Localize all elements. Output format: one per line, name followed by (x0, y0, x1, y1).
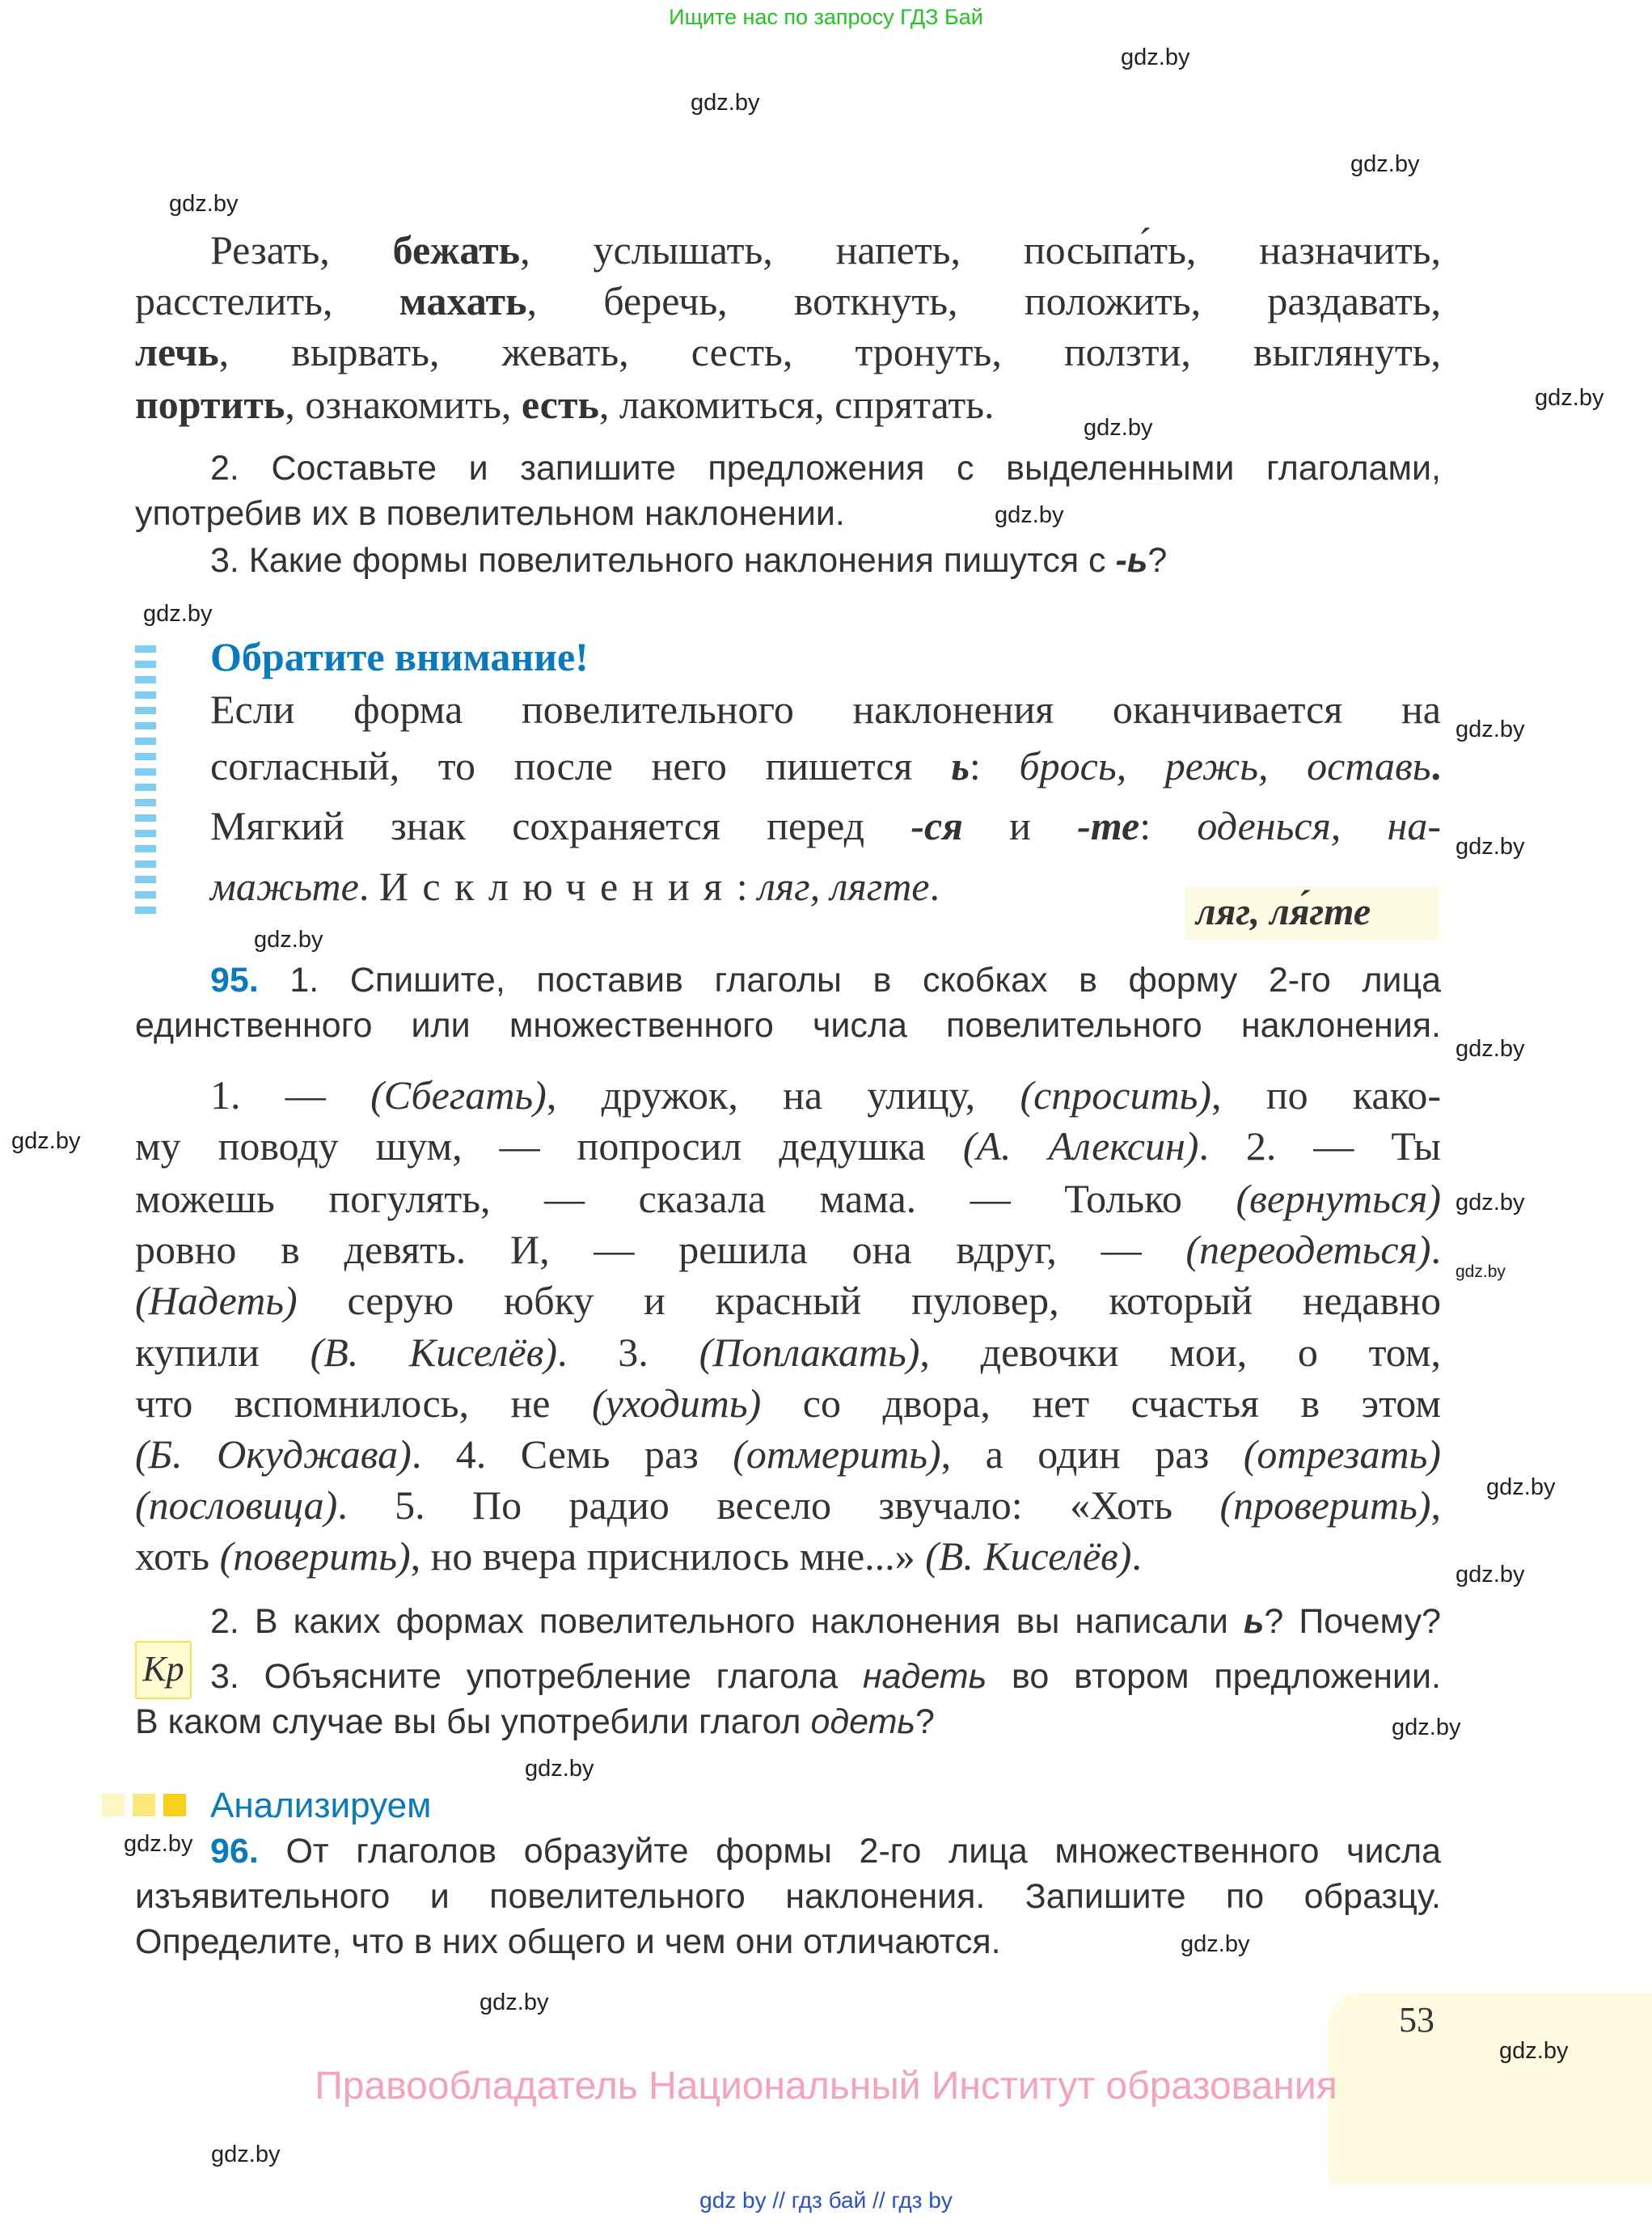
text-segment: брось, режь, оставь (1019, 743, 1431, 789)
text-segment: единственного или множественного числа повелительного наклонения. (135, 1006, 1441, 1045)
text-line (135, 1481, 1441, 1529)
text-segment: (Сбегать) (370, 1072, 547, 1118)
exercise-number: 96. (210, 1832, 259, 1871)
text-segment: : (969, 743, 1020, 789)
text-segment: употребив их в повелительном наклонении. (135, 494, 845, 533)
watermark: gdz.by (1456, 1190, 1525, 1216)
text-segment: (проверить) (1219, 1482, 1431, 1528)
text-segment: . 4. Семь раз (411, 1431, 733, 1477)
kp-icon: Кр (135, 1641, 192, 1699)
text-segment: мажьте (210, 864, 359, 909)
text-line (135, 1328, 1441, 1376)
text-segment: , лакомиться, спрятать. (598, 382, 995, 427)
text-segment: , вырвать, жевать, сесть, тронуть, ползти, выглянуть, (218, 329, 1441, 374)
watermark: gdz.by (11, 1128, 81, 1154)
watermark: gdz.by (1535, 385, 1604, 411)
text-line (135, 1430, 1441, 1478)
task-line (210, 1831, 1441, 1871)
watermark: gdz.by (1486, 1474, 1556, 1500)
text-line (135, 380, 1441, 429)
task-line (210, 448, 1441, 488)
text-segment: купили (135, 1330, 311, 1375)
watermark: gdz.by (143, 601, 213, 627)
text-segment: : (736, 864, 758, 909)
text-segment: одеть (810, 1702, 916, 1741)
text-segment: (уходить) (591, 1380, 762, 1426)
text-segment: -ь (1115, 541, 1148, 580)
footer-links[interactable]: gdz by // гдз бай // гдз by (699, 2188, 953, 2213)
watermark: gdz.by (1456, 717, 1525, 742)
text-segment: (пословица) (135, 1482, 338, 1528)
text-segment: , по како- (1211, 1072, 1442, 1118)
square-icon (133, 1794, 155, 1816)
text-segment: ? (915, 1702, 935, 1741)
text-segment: (поверить) (219, 1533, 411, 1579)
watermark: gdz.by (691, 90, 760, 116)
text-segment: (В. Киселёв) (310, 1330, 558, 1375)
text-segment: 1. — (210, 1072, 371, 1118)
text-segment: бежать (392, 227, 521, 273)
text-segment: (Надеть) (135, 1278, 298, 1323)
text-segment: 1. Спишите, поставив глаголы в скобках в форму 2-го лица (258, 961, 1441, 1000)
margin-note-text: ляг, ля́гте (1196, 890, 1371, 933)
task-line (210, 540, 1441, 581)
watermark: gdz.by (1181, 1931, 1250, 1957)
text-segment: изъявительного и повелительного наклонения. Запишите по образцу. (135, 1877, 1441, 1916)
note-heading: Обратите внимание! (210, 634, 589, 679)
text-segment: ь (1243, 1602, 1265, 1641)
text-segment: серую юбку и красный пуловер, который недавно (297, 1278, 1441, 1323)
square-icon (163, 1794, 186, 1816)
text-segment: (отмерить) (733, 1431, 941, 1477)
note-marker-bar (135, 645, 156, 916)
text-segment: ? Почему? (1264, 1602, 1442, 1641)
text-segment: , девочки мои, о том, (919, 1330, 1441, 1375)
text-segment: -те (1077, 803, 1140, 848)
text-segment: расстелить, (135, 278, 399, 323)
rights-holder: Правообладатель Национальный Институт образования (315, 2065, 1337, 2108)
text-segment: Определите, что в них общего и чем они отличаются. (135, 1922, 1001, 1961)
text-segment: ь (951, 743, 970, 789)
text-segment: , ознакомить, (285, 382, 522, 427)
watermark: gdz.by (1350, 151, 1420, 177)
text-segment: портить (135, 382, 285, 427)
text-segment: : (1139, 803, 1198, 848)
text-segment: 2. В каких формах повелительного наклонения вы написали (210, 1602, 1244, 1641)
margin-note (1185, 886, 1439, 940)
text-segment: 3. Объясните употребление глагола (210, 1657, 863, 1696)
text-segment: . (358, 864, 379, 909)
text-segment: (Б. Окуджава) (135, 1431, 412, 1477)
text-line (135, 1532, 1441, 1580)
watermark: gdz.by (1456, 1562, 1525, 1588)
text-segment: Резать, (210, 227, 393, 273)
text-segment: . (1430, 743, 1441, 789)
text-segment: (вернуться) (1236, 1176, 1441, 1221)
text-segment: , а один раз (940, 1431, 1244, 1477)
question-line (210, 1656, 1441, 1697)
text-segment: во втором предложении. (987, 1657, 1442, 1696)
watermark: gdz.by (169, 191, 239, 217)
watermark: gdz.by (1392, 1715, 1461, 1740)
text-segment: согласный, то после него пишется (210, 743, 952, 789)
search-banner: Ищите нас по запросу ГДЗ Бай (669, 5, 983, 29)
text-segment: оденься, на- (1197, 803, 1441, 848)
text-line (135, 1379, 1441, 1427)
square-icon (102, 1794, 125, 1816)
text-segment: . 3. (557, 1330, 699, 1375)
text-segment: , дружок, на улицу, (546, 1072, 1020, 1118)
text-line (135, 277, 1441, 325)
task-line (210, 960, 1441, 1000)
text-segment: Исключения (378, 864, 737, 909)
text-line (135, 1122, 1441, 1170)
text-segment: что вспомнилось, не (135, 1380, 592, 1426)
section-marker-squares (102, 1794, 194, 1820)
rule-line (210, 742, 1441, 790)
watermark: gdz.by (124, 1831, 193, 1857)
text-line (135, 1174, 1441, 1223)
text-line (210, 1071, 1441, 1119)
watermark: gdz.by (1456, 834, 1525, 860)
text-segment: (А. Алексин) (962, 1123, 1199, 1169)
text-line (135, 1276, 1441, 1325)
text-segment: и (962, 803, 1078, 848)
text-segment: , но вчера приснилось мне...» (410, 1533, 926, 1579)
text-line (135, 1225, 1441, 1274)
text-segment: . (1430, 1227, 1441, 1272)
text-segment: можешь погулять, — сказала мама. — Только (135, 1176, 1236, 1221)
text-segment: . 2. — Ты (1198, 1123, 1442, 1169)
text-segment: (спросить) (1020, 1072, 1212, 1118)
text-segment: хоть (135, 1533, 220, 1579)
text-segment: , беречь, воткнуть, положить, раздавать, (526, 278, 1442, 323)
text-segment: му поводу шум, — попросил дедушка (135, 1123, 963, 1169)
rule-line (210, 685, 1441, 734)
watermark: gdz.by (1456, 1262, 1506, 1281)
watermark: gdz.by (211, 2142, 281, 2167)
section-title: Анализируем (210, 1786, 432, 1825)
text-segment: (переодеться) (1185, 1227, 1431, 1272)
text-segment: ляг, лягте (758, 864, 930, 909)
text-segment: . 5. По радио весело звучало: «Хоть (337, 1482, 1220, 1528)
watermark: gdz.by (1456, 1036, 1525, 1062)
text-segment: лечь (135, 329, 219, 374)
text-segment: . (1131, 1533, 1142, 1579)
text-segment: Мягкий знак сохраняется перед (210, 803, 911, 848)
text-segment: , услышать, напеть, посыпа́ть, назначить, (520, 227, 1441, 273)
text-segment: (В. Киселёв) (925, 1533, 1132, 1579)
watermark: gdz.by (1084, 415, 1153, 441)
watermark: gdz.by (254, 927, 323, 953)
watermark: gdz.by (1499, 2038, 1569, 2064)
text-segment: 3. Какие формы повелительного наклонения пишутся с (210, 541, 1116, 580)
text-segment: со двора, нет счастья в этом (761, 1380, 1441, 1426)
task-line (135, 493, 1441, 534)
text-segment: ровно в девять. И, — решила она вдруг, — (135, 1227, 1186, 1272)
text-segment: -ся (911, 803, 963, 848)
text-segment: Если форма повелительного наклонения оканчивается на (210, 687, 1441, 732)
text-line (135, 328, 1441, 376)
watermark: gdz.by (525, 1756, 594, 1782)
exercise-number: 95. (210, 961, 259, 1000)
task-line (135, 1876, 1441, 1917)
text-segment: (Поплакать) (699, 1330, 920, 1375)
question-line (210, 1601, 1441, 1642)
rule-line (210, 801, 1441, 850)
text-segment: От глаголов образуйте формы 2-го лица множественного числа (258, 1832, 1441, 1871)
question-line (135, 1702, 1441, 1742)
text-segment: (отрезать) (1243, 1431, 1441, 1477)
task-line (135, 1005, 1441, 1046)
watermark: gdz.by (480, 1989, 549, 2015)
page-number: 53 (1399, 2000, 1434, 2040)
text-line (210, 226, 1441, 274)
text-segment: махать (399, 278, 527, 323)
text-segment: есть (521, 382, 599, 427)
text-segment: , (1430, 1482, 1441, 1528)
watermark: gdz.by (1121, 44, 1190, 70)
watermark: gdz.by (995, 502, 1064, 528)
text-segment: ? (1147, 541, 1168, 580)
text-segment: надеть (862, 1657, 987, 1696)
text-segment: 2. Составьте и запишите предложения с выделенными глаголами, (210, 449, 1441, 488)
text-segment: . (929, 864, 940, 909)
text-segment: В каком случае вы бы употребили глагол (135, 1702, 811, 1741)
